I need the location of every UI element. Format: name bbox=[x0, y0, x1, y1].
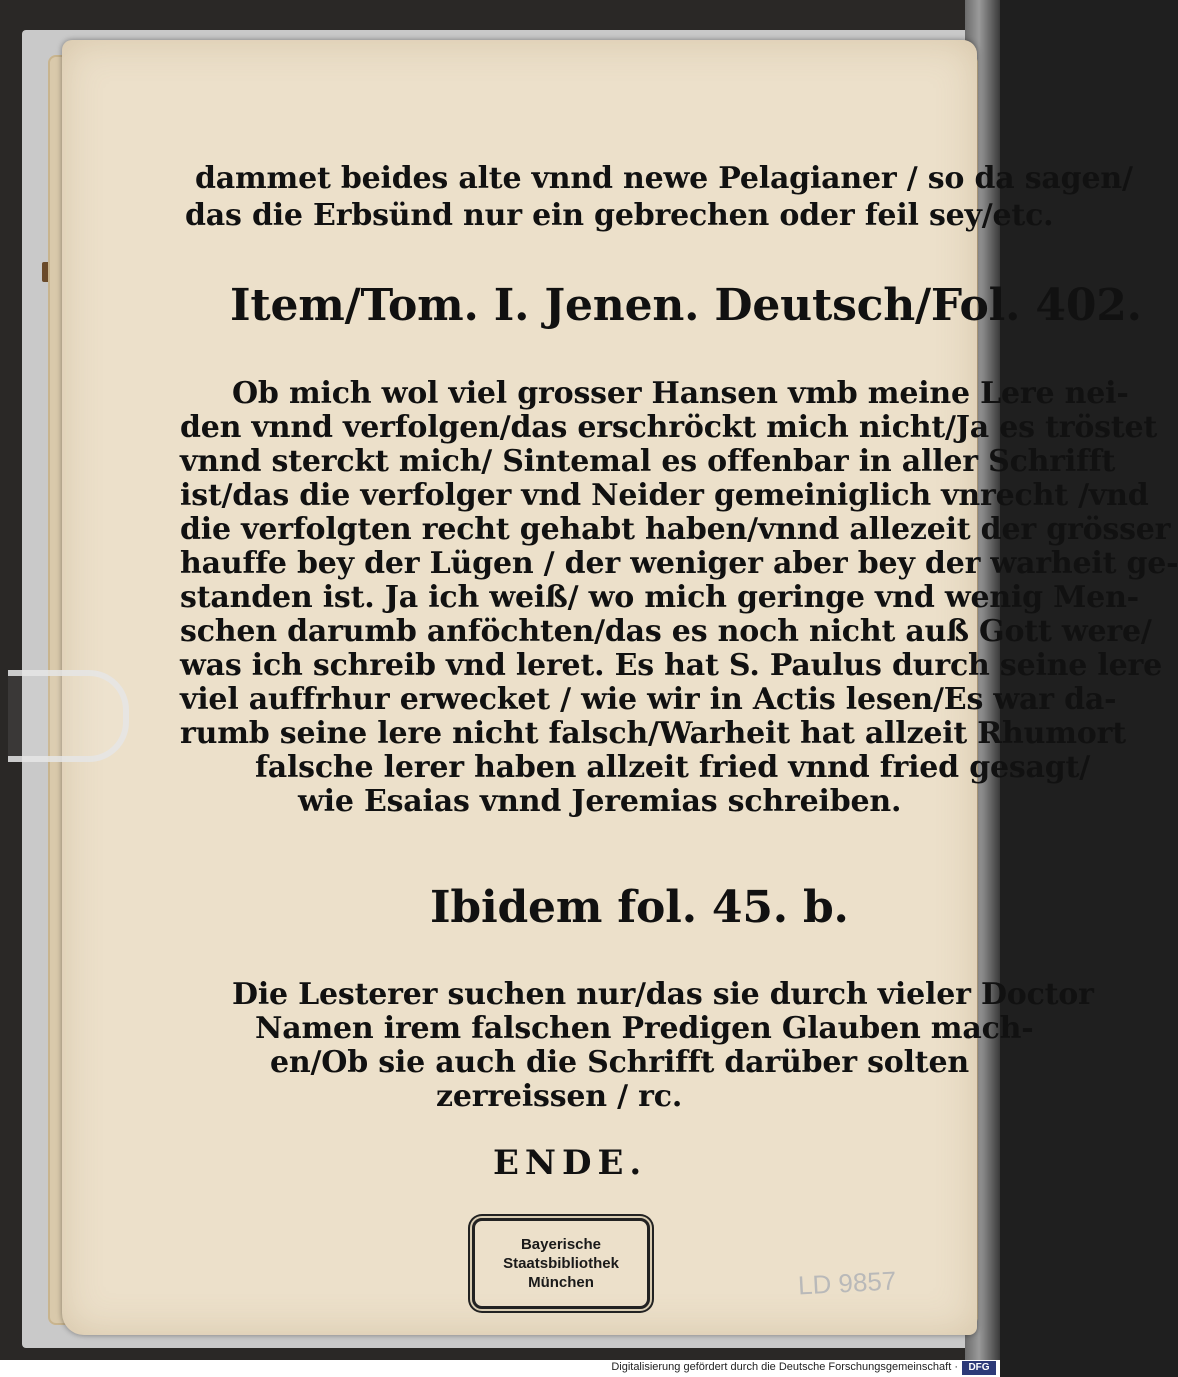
stamp-line-2: Staatsbibliothek bbox=[503, 1255, 619, 1272]
dfg-logo-icon: DFG bbox=[962, 1361, 996, 1375]
paragraph2-line-3: en/Ob sie auch die Schrifft darüber solten bbox=[270, 1045, 969, 1080]
paragraph1-line-11: rumb seine lere nicht falsch/Warheit hat allzeit Rhumort bbox=[180, 716, 1126, 751]
paragraph1-line-5: die verfolgten recht gehabt haben/vnnd allezeit der grösser bbox=[180, 512, 1171, 547]
top-line-2: das die Erbsünd nur ein gebrechen oder feil sey/etc. bbox=[185, 198, 1054, 233]
library-stamp bbox=[472, 1218, 650, 1309]
paragraph1-line-4: ist/das die verfolger vnd Neider gemeiniglich vnrecht /vnd bbox=[180, 478, 1149, 513]
paragraph1-line-10: viel auffrhur erwecket / wie wir in Actis lesen/Es war da- bbox=[180, 682, 1117, 717]
paragraph1-line-8: schen darumb anföchten/das es noch nicht auß Gott were/ bbox=[180, 614, 1152, 649]
paragraph2-line-4: zerreissen / rc. bbox=[436, 1079, 683, 1114]
stamp-line-3: München bbox=[528, 1274, 594, 1291]
heading-item-tom: Item/Tom. I. Jenen. Deutsch/Fol. 402. bbox=[230, 280, 1142, 331]
shelfmark-annotation: LD 9857 bbox=[797, 1265, 898, 1301]
paragraph1-line-6: hauffe bey der Lügen / der weniger aber bey der warheit ge- bbox=[180, 546, 1178, 581]
paragraph1-line-13: wie Esaias vnnd Jeremias schreiben. bbox=[298, 784, 902, 819]
footer-credit-text: Digitalisierung gefördert durch die Deutsche Forschungsgemeinschaft · bbox=[611, 1361, 958, 1373]
top-line-1: dammet beides alte vnnd newe Pelagianer / so da sagen/ bbox=[195, 161, 1133, 196]
paper-clip bbox=[8, 670, 129, 762]
stamp-line-1: Bayerische bbox=[520, 1236, 602, 1253]
paragraph1-line-2: den vnnd verfolgen/das erschröckt mich nicht/Ja es tröstet bbox=[180, 410, 1158, 445]
heading-ibidem: Ibidem fol. 45. b. bbox=[430, 882, 849, 933]
paragraph1-line-12: falsche lerer haben allzeit fried vnnd fried gesagt/ bbox=[255, 750, 1090, 785]
paragraph2-line-2: Namen irem falschen Predigen Glauben mach- bbox=[255, 1011, 1034, 1046]
digitization-footer bbox=[0, 1360, 1000, 1377]
paragraph1-line-7: standen ist. Ja ich weiß/ wo mich geringe vnd wenig Men- bbox=[180, 580, 1139, 615]
ende-marker: ENDE. bbox=[493, 1143, 648, 1183]
paragraph2-line-1: Die Lesterer suchen nur/das sie durch vieler Doctor bbox=[232, 977, 1094, 1012]
paragraph1-line-1: Ob mich wol viel grosser Hansen vmb meine Lere nei- bbox=[232, 376, 1129, 411]
paragraph1-line-9: was ich schreib vnd leret. Es hat S. Paulus durch seine lere bbox=[180, 648, 1162, 683]
paragraph1-line-3: vnnd sterckt mich/ Sintemal es offenbar in aller Schrifft bbox=[180, 444, 1116, 479]
